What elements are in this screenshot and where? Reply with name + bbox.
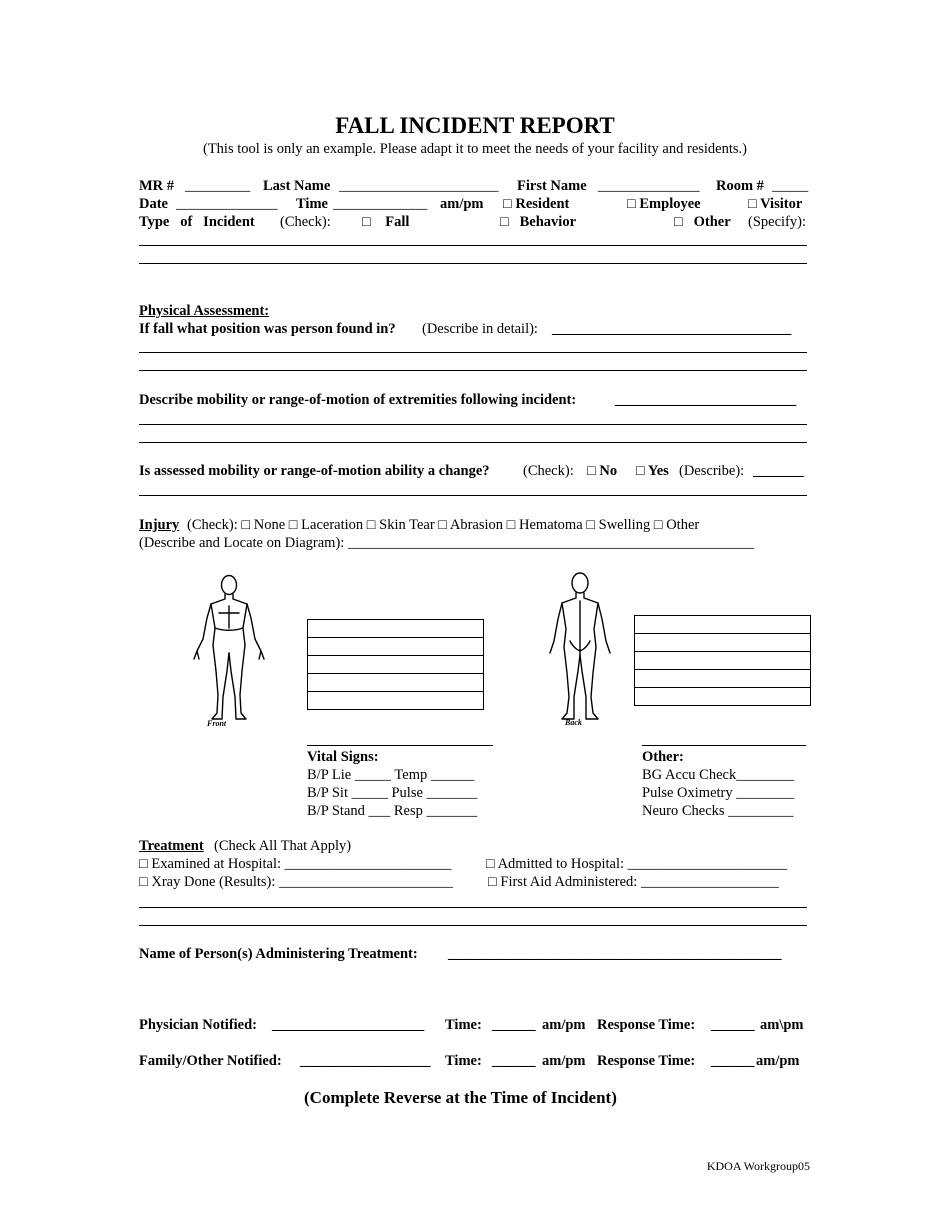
family-ampm: am/pm (542, 1053, 586, 1069)
table-cell[interactable] (635, 688, 811, 706)
physician-response-field[interactable]: ______ (711, 1017, 755, 1033)
divider (642, 745, 806, 746)
treatment-heading: Treatment (139, 838, 204, 854)
admitted-checkbox[interactable]: □ Admitted to Hospital: ______________________ (486, 856, 788, 872)
no-checkbox[interactable]: □ No (587, 463, 618, 479)
first-name-label: First Name (517, 178, 587, 194)
mobility-field[interactable]: _________________________ (615, 392, 797, 408)
time-field[interactable]: _____________ (333, 196, 428, 212)
vital-signs-heading: Vital Signs: (307, 749, 379, 765)
footer-text: KDOA Workgroup05 (706, 1159, 810, 1173)
table-cell[interactable] (308, 692, 484, 710)
yes-hint: (Describe): (679, 463, 745, 479)
table-cell[interactable] (635, 670, 811, 688)
family-response-ampm: am/pm (756, 1053, 800, 1069)
date-label: Date (139, 196, 168, 212)
visitor-checkbox[interactable]: □ Visitor (748, 196, 803, 212)
time-ampm: am/pm (440, 196, 484, 212)
physician-time-label: Time: (445, 1017, 482, 1033)
last-name-label: Last Name (263, 178, 331, 194)
table-cell[interactable] (308, 656, 484, 674)
table-cell[interactable] (635, 652, 811, 670)
write-line[interactable] (139, 352, 807, 353)
table-cell[interactable] (308, 674, 484, 692)
family-label: Family/Other Notified: (139, 1053, 282, 1069)
table-cell[interactable] (635, 616, 811, 634)
examined-checkbox[interactable]: □ Examined at Hospital: _______________________ (139, 856, 452, 872)
change-field[interactable]: _______ (753, 463, 804, 479)
page-title: FALL INCIDENT REPORT (335, 113, 615, 138)
change-question: Is assessed mobility or range-of-motion ability a change? (139, 463, 490, 479)
front-body-icon[interactable] (185, 573, 273, 728)
position-question: If fall what position was person found in? (139, 321, 396, 337)
room-label: Room # (716, 178, 764, 194)
time-label: Time (296, 196, 328, 212)
family-response-field[interactable]: ______ (711, 1053, 755, 1069)
vital-bp-sit-field[interactable]: B/P Sit _____ Pulse _______ (307, 785, 478, 801)
front-label: Front (207, 719, 227, 728)
write-line[interactable] (139, 263, 807, 264)
injury-options[interactable]: (Check): □ None □ Laceration □ Skin Tear □ Abrasion □ Hematoma □ Swelling □ Other (187, 517, 700, 533)
physician-ampm: am/pm (542, 1017, 586, 1033)
yes-checkbox[interactable]: □ Yes (636, 463, 669, 479)
page-subtitle: (This tool is only an example. Please adapt it to meet the needs of your facility and residents.) (202, 141, 747, 157)
write-line[interactable] (139, 245, 807, 246)
physician-time-field[interactable]: ______ (492, 1017, 536, 1033)
employee-checkbox[interactable]: □ Employee (627, 196, 701, 212)
pulse-oximetry-field[interactable]: Pulse Oximetry ________ (642, 785, 795, 801)
injury-describe-field[interactable]: (Describe and Locate on Diagram): ________________________________________________________ (139, 535, 754, 551)
incident-type-check-hint: (Check): (280, 214, 331, 230)
divider (307, 745, 493, 746)
neuro-checks-field[interactable]: Neuro Checks _________ (642, 803, 794, 819)
table-cell[interactable] (308, 620, 484, 638)
treatment-hint: (Check All That Apply) (214, 838, 352, 854)
first-aid-checkbox[interactable]: □ First Aid Administered: ___________________ (488, 874, 779, 890)
last-name-field[interactable]: ______________________ (339, 178, 499, 194)
family-time-field[interactable]: ______ (492, 1053, 536, 1069)
fall-checkbox[interactable]: □ Fall (362, 214, 410, 230)
back-label: Back (565, 718, 582, 726)
injury-heading: Injury (139, 517, 180, 533)
vital-bp-lie-field[interactable]: B/P Lie _____ Temp ______ (307, 767, 475, 783)
back-injury-table[interactable] (634, 615, 811, 706)
physician-field[interactable]: _____________________ (272, 1017, 425, 1033)
specify-hint: (Specify): (748, 214, 806, 230)
other-heading: Other: (642, 749, 684, 765)
change-check-hint: (Check): (523, 463, 574, 479)
physician-response-ampm: am\pm (760, 1017, 804, 1033)
vital-bp-stand-field[interactable]: B/P Stand ___ Resp _______ (307, 803, 478, 819)
write-line[interactable] (139, 370, 807, 371)
write-line[interactable] (139, 495, 807, 496)
administering-label: Name of Person(s) Administering Treatment: (139, 946, 418, 962)
room-field[interactable]: _____ (772, 178, 809, 194)
date-field[interactable]: ______________ (176, 196, 278, 212)
bg-accu-check-field[interactable]: BG Accu Check________ (642, 767, 795, 783)
resident-checkbox[interactable]: □ Resident (503, 196, 570, 212)
physician-label: Physician Notified: (139, 1017, 258, 1033)
write-line[interactable] (139, 925, 807, 926)
behavior-checkbox[interactable]: □ Behavior (500, 214, 577, 230)
family-field[interactable]: __________________ (300, 1053, 431, 1069)
position-field[interactable]: _________________________________ (552, 321, 792, 337)
write-line[interactable] (139, 907, 807, 908)
xray-checkbox[interactable]: □ Xray Done (Results): ________________________ (139, 874, 454, 890)
incident-type-label: Type of Incident (139, 214, 255, 230)
table-cell[interactable] (308, 638, 484, 656)
position-hint: (Describe in detail): (422, 321, 538, 337)
mobility-question: Describe mobility or range-of-motion of extremities following incident: (139, 392, 577, 408)
front-injury-table[interactable] (307, 619, 484, 710)
mr-label: MR # (139, 178, 175, 194)
administering-field[interactable]: ______________________________________________ (448, 946, 782, 962)
write-line[interactable] (139, 424, 807, 425)
back-body-icon[interactable] (540, 571, 620, 726)
physician-response-label: Response Time: (597, 1017, 696, 1033)
closing-note: (Complete Reverse at the Time of Incident) (304, 1088, 617, 1107)
family-response-label: Response Time: (597, 1053, 696, 1069)
table-cell[interactable] (635, 634, 811, 652)
write-line[interactable] (139, 442, 807, 443)
first-name-field[interactable]: ______________ (598, 178, 700, 194)
other-checkbox[interactable]: □ Other (674, 214, 731, 230)
family-time-label: Time: (445, 1053, 482, 1069)
mr-field[interactable]: _________ (185, 178, 251, 194)
physical-assessment-heading: Physical Assessment: (139, 303, 270, 319)
